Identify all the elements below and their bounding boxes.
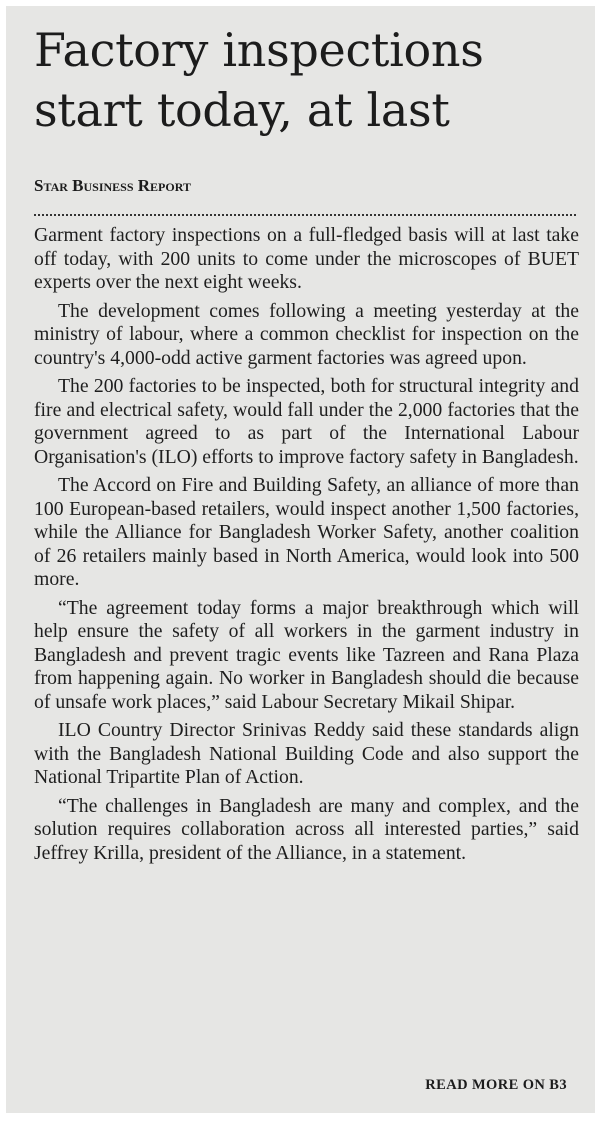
paragraph: “The challenges in Bangladesh are many and complex, and the solution requires collaboration across all interested parties,” said Jeffrey Krilla, president of the Alliance, in a statement. [34,794,579,864]
paragraph: Garment factory inspections on a full-fledged basis will at last take off today, with 200 units to come under the microscopes of BUET experts over the next eight weeks. [34,224,579,293]
headline-line-1: Factory inspections [34,23,484,77]
paragraph: The development comes following a meeting yesterday at the ministry of labour, where a common checklist for inspection on the country's 4,000-odd active garment factories was agreed upon. [34,299,579,369]
article-body [34,224,579,870]
read-more-link[interactable]: READ MORE ON B3 [425,1077,567,1093]
byline: Star Business Report [34,176,191,195]
news-clipping [6,6,595,1113]
headline [34,20,484,140]
paragraph: “The agreement today forms a major breakthrough which will help ensure the safety of all workers in the garment industry in Bangladesh and prevent tragic events like Tazreen and Rana Plaza from happening again. No worker in Bangladesh should die because of unsafe work places,” said Labour Secretary Mikail Shipar. [34,596,579,713]
paragraph: The Accord on Fire and Building Safety, an alliance of more than 100 European-based retailers, would inspect another 1,500 factories, while the Alliance for Bangladesh Worker Safety, another coalition of 26 retailers mainly based in North America, would look into 500 more. [34,474,579,590]
paragraph: The 200 factories to be inspected, both for structural integrity and fire and electrical safety, would fall under the 2,000 factories that the government agreed to as part of the International Labour Organisation's (ILO) efforts to improve factory safety in Bangladesh. [34,375,579,468]
headline-line-2: start today, at last [34,83,450,137]
dotted-divider [34,214,576,216]
paragraph: ILO Country Director Srinivas Reddy said these standards align with the Bangladesh National Building Code and also support the National Tripartite Plan of Action. [34,719,579,788]
